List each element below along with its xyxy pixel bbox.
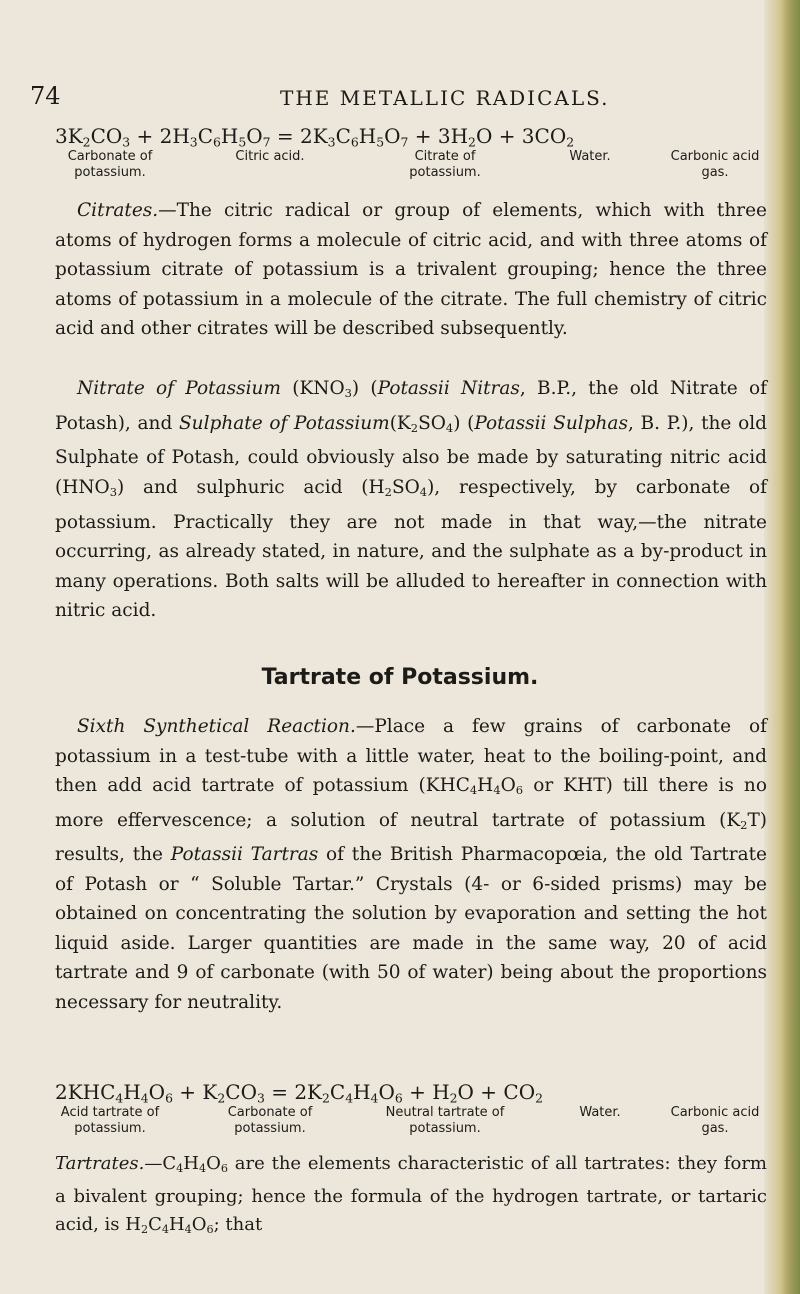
text-run: ) and sulphuric acid (H — [117, 476, 385, 498]
paragraph-nitrate-sulphate: Nitrate of Potassium $(KNO_3)$ (Potassii Nitras, B.P., the old Nitrate of Potash), and Sulphate of $Potassium(K_2SO_4)$ (Potassii Sulphas, B. P.), the old Sulphate of Potash, could obviously also be made by saturating nitric acid $(HNO_3)$ and sulphuric acid $(H_2SO_4)$, respectively, by carbonate of potassium. Practically they are not made in that way,—the nitrate occurring, as already stated, in nature, and the sulphate as a by-product in many operations. Both salts will be alluded to hereafter in connection with nitric acid. — [55, 378, 767, 622]
equation-captions — [55, 1105, 775, 1139]
equation-tartrate — [55, 1080, 775, 1139]
caption-acid-tartrate: Acid tartrate of potassium. — [60, 1105, 160, 1137]
section-heading: Tartrate of Potassium. — [261, 665, 539, 690]
text-run: H — [183, 1153, 199, 1174]
text-run: ) ( — [453, 412, 475, 434]
running-title: THE METALLIC RADICALS. — [280, 86, 610, 110]
equation-citrate — [55, 124, 775, 183]
text-run: O — [206, 1153, 221, 1174]
text-run: (K — [389, 412, 411, 434]
latin-name: Potassii Tartras — [170, 844, 319, 866]
equation-formula: $3K_2CO_3 + 2H_3C_6H_5O_7 = 2K_3C_6H_5O_7 + 3H_2O + 3CO_2$ — [55, 124, 575, 150]
latin-name: Potassii Nitras — [377, 378, 520, 399]
paragraph-tartrates: $Tartrates.—C_4H_4O_6$ are the elements characteristic of all tartrates: they form a bivalent grouping; hence the formula of the hydrogen tartrate, or tartaric acid, is $H_2C_4H_4O_6$; that — [55, 1153, 767, 1237]
caption-carbonate-of-potassium: Carbonate of potassium. — [227, 1105, 313, 1137]
equation-captions — [55, 149, 775, 183]
caption-carbonic-acid-gas: Carbonic acid gas. — [670, 1105, 760, 1137]
paragraph-lead: Nitrate of Potassium — [77, 378, 281, 399]
text-run: , B. P.), the old Sulphate of Potash, could obviously also be made by saturating nitric acid (HNO — [55, 412, 767, 498]
text-run: T) results, the — [55, 809, 767, 866]
equation-formula: $2KHC_4H_4O_6 + K_2CO_3 = 2K_2C_4H_4O_6 + H_2O + CO_2$ — [55, 1080, 544, 1106]
page-number: 74 — [30, 82, 61, 110]
paragraph-text: —The citric radical or group of elements, which with three atoms of hydrogen forms a molecule of citric acid, and with three atoms of potassium citrate of potassium is a trivalent grouping; hence the three atoms of potassium in a molecule of the citrate. The full chemistry of citric acid and other citrates will be described subsequently. — [55, 200, 767, 339]
text-run: ), respectively, by carbonate of potassium. Practically they are not made in that way,—the nitrate occurring, as already stated, in nature, and the sulphate as a by-product in many operations. Both salts will be alluded to hereafter in connection with nitric acid. — [55, 476, 767, 622]
caption-citric-acid: Citric acid. — [235, 149, 305, 165]
caption-carbonate-of-potassium: Carbonate of potassium. — [67, 149, 153, 181]
text-run: H — [477, 775, 494, 796]
text-run: C — [148, 1214, 162, 1236]
text-run: (KNO — [280, 378, 345, 399]
paragraph-citrates — [55, 196, 767, 344]
text-run: —C — [144, 1153, 177, 1174]
text-run: SO — [391, 476, 420, 498]
text-run: SO — [418, 412, 446, 434]
text-run: , B.P., the old Nitrate of Potash), and — [55, 378, 767, 434]
paragraph-lead: Citrates. — [77, 200, 159, 221]
caption-neutral-tartrate: Neutral tartrate of potassium. — [385, 1105, 505, 1137]
caption-citrate-of-potassium: Citrate of potassium. — [409, 149, 481, 181]
caption-water: Water. — [569, 149, 611, 165]
text-run: are the elements characteristic of all tartrates: they form a bivalent grouping; hence the formula of the hydrogen tartrate, or tartaric acid, is H — [55, 1153, 767, 1236]
paragraph-lead: Sixth Synthetical Reaction. — [77, 716, 356, 737]
text-run: ) ( — [351, 378, 378, 399]
caption-carbonic-acid-gas: Carbonic acid gas. — [670, 149, 760, 181]
paragraph-sixth-reaction: Sixth Synthetical Reaction.—Place a few grains of carbonate of potassium in a test-tube with a little water, heat to the boiling-point, and then add acid tartrate of potassium ($KHC_4H_4O_6$ or KHT) till there is no more effervescence; a solution of neutral tartrate of potassium $(K_2T)$ results, the Potassii Tartras of the British Pharmacopœia, the old Tartrate of Potash or “ Soluble Tartar.” Crystals (4- or 6-sided prisms) may be obtained on concentrating the solution by evaporation and setting the hot liquid aside. Larger quantities are made in the same way, 20 of acid tartrate and 9 of carbonate (with 50 of water) being about the proportions necessary for neutrality. — [55, 716, 768, 1013]
text-run: —Place a few grains of carbonate of potassium in a test-tube with a little water, heat to the boiling-point, and then add acid tartrate of potassium (KHC — [55, 716, 768, 796]
compound-name: Sulphate of Potassium — [179, 412, 390, 434]
text-run: or KHT) till there is no more effervescence; a solution of neutral tartrate of potassium (K — [55, 775, 767, 831]
latin-name: Potassii Sulphas — [474, 412, 628, 434]
text-run: O — [500, 775, 516, 796]
text-run: O — [191, 1214, 207, 1236]
text-run: ; that — [213, 1214, 263, 1236]
page-header — [30, 82, 770, 114]
text-run: H — [168, 1214, 185, 1236]
text-run: of the British Pharmacopœia, the old Tartrate of Potash or “ Soluble Tartar.” Crystals (4- or 6-sided prisms) may be obtained on concentrating the solution by evaporation and setting the hot liquid aside. Larger quantities are made in the same way, 20 of acid tartrate and 9 of carbonate (with 50 of water) being about the proportions necessary for neutrality. — [55, 844, 767, 1013]
paragraph-lead: Tartrates. — [55, 1153, 145, 1174]
caption-water: Water. — [579, 1105, 621, 1121]
